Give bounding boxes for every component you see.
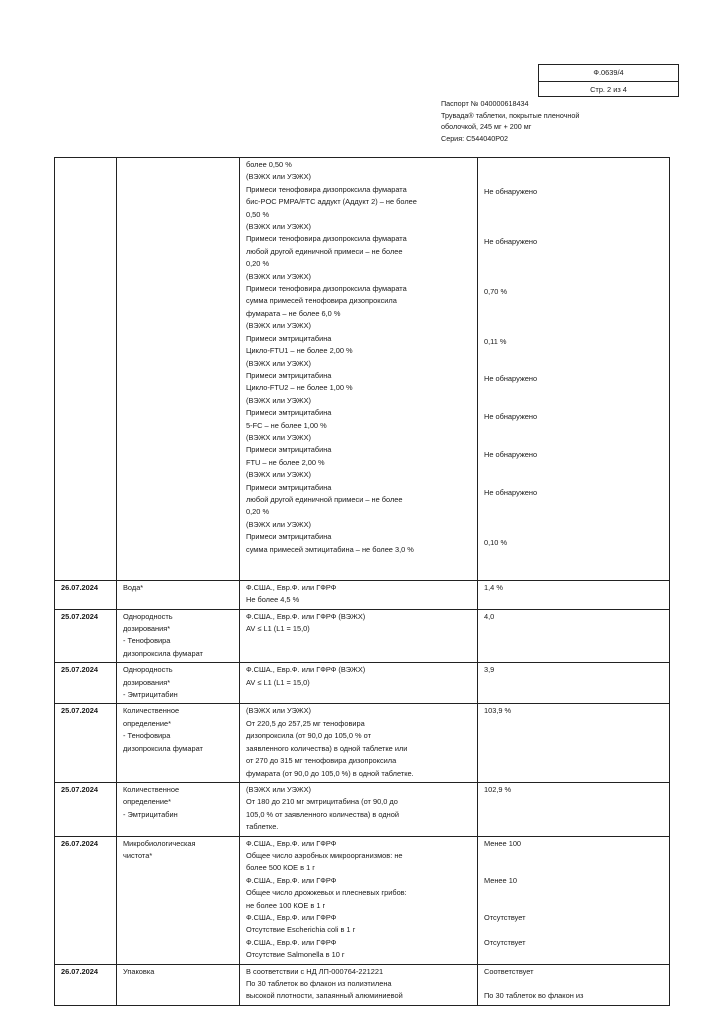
table-row-continuation xyxy=(55,158,670,581)
cell-result: 4,0 xyxy=(478,609,670,663)
test-results-table-wrap xyxy=(54,157,670,1006)
cell-requirement: Ф.США., Евр.Ф. или ГФРФ (ВЭЖХ) AV ≤ L1 (L1 = 15,0) xyxy=(240,609,478,663)
cell-test xyxy=(117,158,240,581)
cell-date xyxy=(55,158,117,581)
table-row-uniformity-ftc xyxy=(55,663,670,704)
cell-test: Однородность дозирования* - Тенофовира дизопроксила фумарат xyxy=(117,609,240,663)
cell-test: Однородность дозирования* - Эмтрицитабин xyxy=(117,663,240,704)
cell-requirement: Ф.США., Евр.Ф. или ГФРФ Не более 4,5 % xyxy=(240,580,478,609)
impurity-result: Не обнаружено xyxy=(484,187,538,197)
page-number: Стр. 2 из 4 xyxy=(590,85,627,94)
table-row-microbiology xyxy=(55,836,670,964)
cell-result: Менее 100 Менее 10 Отсутствует Отсутствует xyxy=(478,836,670,964)
passport-number: Паспорт № 040000618434 xyxy=(441,99,529,108)
cell-requirements-impurities: более 0,50 % (ВЭЖХ или УЭЖХ) Примеси тенофовира дизопроксила фумарата бис-POC PMPA/FTC аддукт (Аддукт 2) – не более 0,50 % (ВЭЖХ или УЭЖХ) Примеси тенофовира дизопроксила фумарата любой другой единичной примеси – не более 0,20 % (ВЭЖХ или УЭЖХ) Примеси тенофовира дизопроксила фумарата сумма примесей тенофовира дизопроксила фумарата – не более 6,0 % (ВЭЖХ или УЭЖХ) Примеси эмтрицитабина Цикло-FTU1 – не более 2,00 % (ВЭЖХ или УЭЖХ) Примеси эмтрицитабина Цикло-FTU2 – не более 1,00 % (ВЭЖХ или УЭЖХ) Примеси эмтрицитабина 5-FC – не более 1,00 % (ВЭЖХ или УЭЖХ) Примеси эмтрицитабина FTU – не более 2,00 % (ВЭЖХ или УЭЖХ) Примеси эмтрицитабина любой другой единичной примеси – не более 0,20 % (ВЭЖХ или УЭЖХ) Примеси эмтрицитабина сумма примесей эмтицитабина – не более 3,0 % xyxy=(240,158,478,581)
impurity-result: 0,10 % xyxy=(484,538,508,548)
cell-date: 26.07.2024 xyxy=(55,836,117,964)
impurity-result: 0,11 % xyxy=(484,337,507,347)
cell-date: 25.07.2024 xyxy=(55,704,117,782)
cell-result: 103,9 % xyxy=(478,704,670,782)
passport-block xyxy=(441,98,579,144)
cell-date: 26.07.2024 xyxy=(55,964,117,1005)
table-row-packaging xyxy=(55,964,670,1005)
cell-result: 1,4 % xyxy=(478,580,670,609)
form-code: Ф.0639/4 xyxy=(539,65,678,82)
cell-date: 25.07.2024 xyxy=(55,782,117,836)
series-number: Серия: C544040P02 xyxy=(441,133,509,143)
cell-test: Количественное определение* - Эмтрицитабин xyxy=(117,782,240,836)
cell-requirement: Ф.США., Евр.Ф. или ГФРФ Общее число аэробных микроорганизмов: не более 500 КОЕ в 1 г Ф.США., Евр.Ф. или ГФРФ Общее число дрожжевых и плесневых грибов: не более 100 КОЕ в 1 г Ф.США., Евр.Ф. или ГФРФ Отсутствие Escherichia coli в 1 г Ф.США., Евр.Ф. или ГФРФ Отсутствие Salmonella в 10 г xyxy=(240,836,478,964)
cell-result: 102,9 % xyxy=(478,782,670,836)
cell-requirement: (ВЭЖХ или УЭЖХ) От 180 до 210 мг эмтрицитабина (от 90,0 до 105,0 % от заявленного количества) в одной таблетке. xyxy=(240,782,478,836)
cell-date: 25.07.2024 xyxy=(55,609,117,663)
test-results-table xyxy=(54,157,670,1006)
cell-requirement: (ВЭЖХ или УЭЖХ) От 220,5 до 257,25 мг тенофовира дизопроксила (от 90,0 до 105,0 % от заявленного количества) в одной таблетке или от 270 до 315 мг тенофовира дизопроксила фумарата (от 90,0 до 105,0 %) в одной таблетке. xyxy=(240,704,478,782)
cell-requirement: В соответствии с НД ЛП-000764-221221 По 30 таблеток во флакон из полиэтилена высокой плотности, запаянный алюминиевой xyxy=(240,964,478,1005)
cell-result: Соответствует По 30 таблеток во флакон из xyxy=(478,964,670,1005)
impurity-result: Не обнаружено xyxy=(484,374,538,384)
cell-date: 25.07.2024 xyxy=(55,663,117,704)
cell-test: Вода* xyxy=(117,580,240,609)
table-row-assay-tdf xyxy=(55,704,670,782)
cell-requirement: Ф.США., Евр.Ф. или ГФРФ (ВЭЖХ) AV ≤ L1 (L1 = 15,0) xyxy=(240,663,478,704)
cell-result: 3,9 xyxy=(478,663,670,704)
cell-test: Количественное определение* - Тенофовира дизопроксила фумарат xyxy=(117,704,240,782)
impurity-result: Не обнаружено xyxy=(484,488,538,498)
table-row-assay-ftc xyxy=(55,782,670,836)
impurity-result: Не обнаружено xyxy=(484,237,538,247)
impurity-result: 0,70 % xyxy=(484,287,508,297)
impurity-result: Не обнаружено xyxy=(484,412,538,422)
cell-date: 26.07.2024 xyxy=(55,580,117,609)
product-name-line2: оболочкой, 245 мг + 200 мг xyxy=(441,122,532,131)
table-row-uniformity-tdf xyxy=(55,609,670,663)
cell-test: Упаковка xyxy=(117,964,240,1005)
impurity-result: Не обнаружено xyxy=(484,450,538,460)
cell-results-impurities xyxy=(478,158,670,581)
form-reference-box xyxy=(538,64,679,97)
product-name-line1: Трувада® таблетки, покрытые пленочной xyxy=(441,110,580,120)
cell-test: Микробиологическая чистота* xyxy=(117,836,240,964)
table-row-water xyxy=(55,580,670,609)
